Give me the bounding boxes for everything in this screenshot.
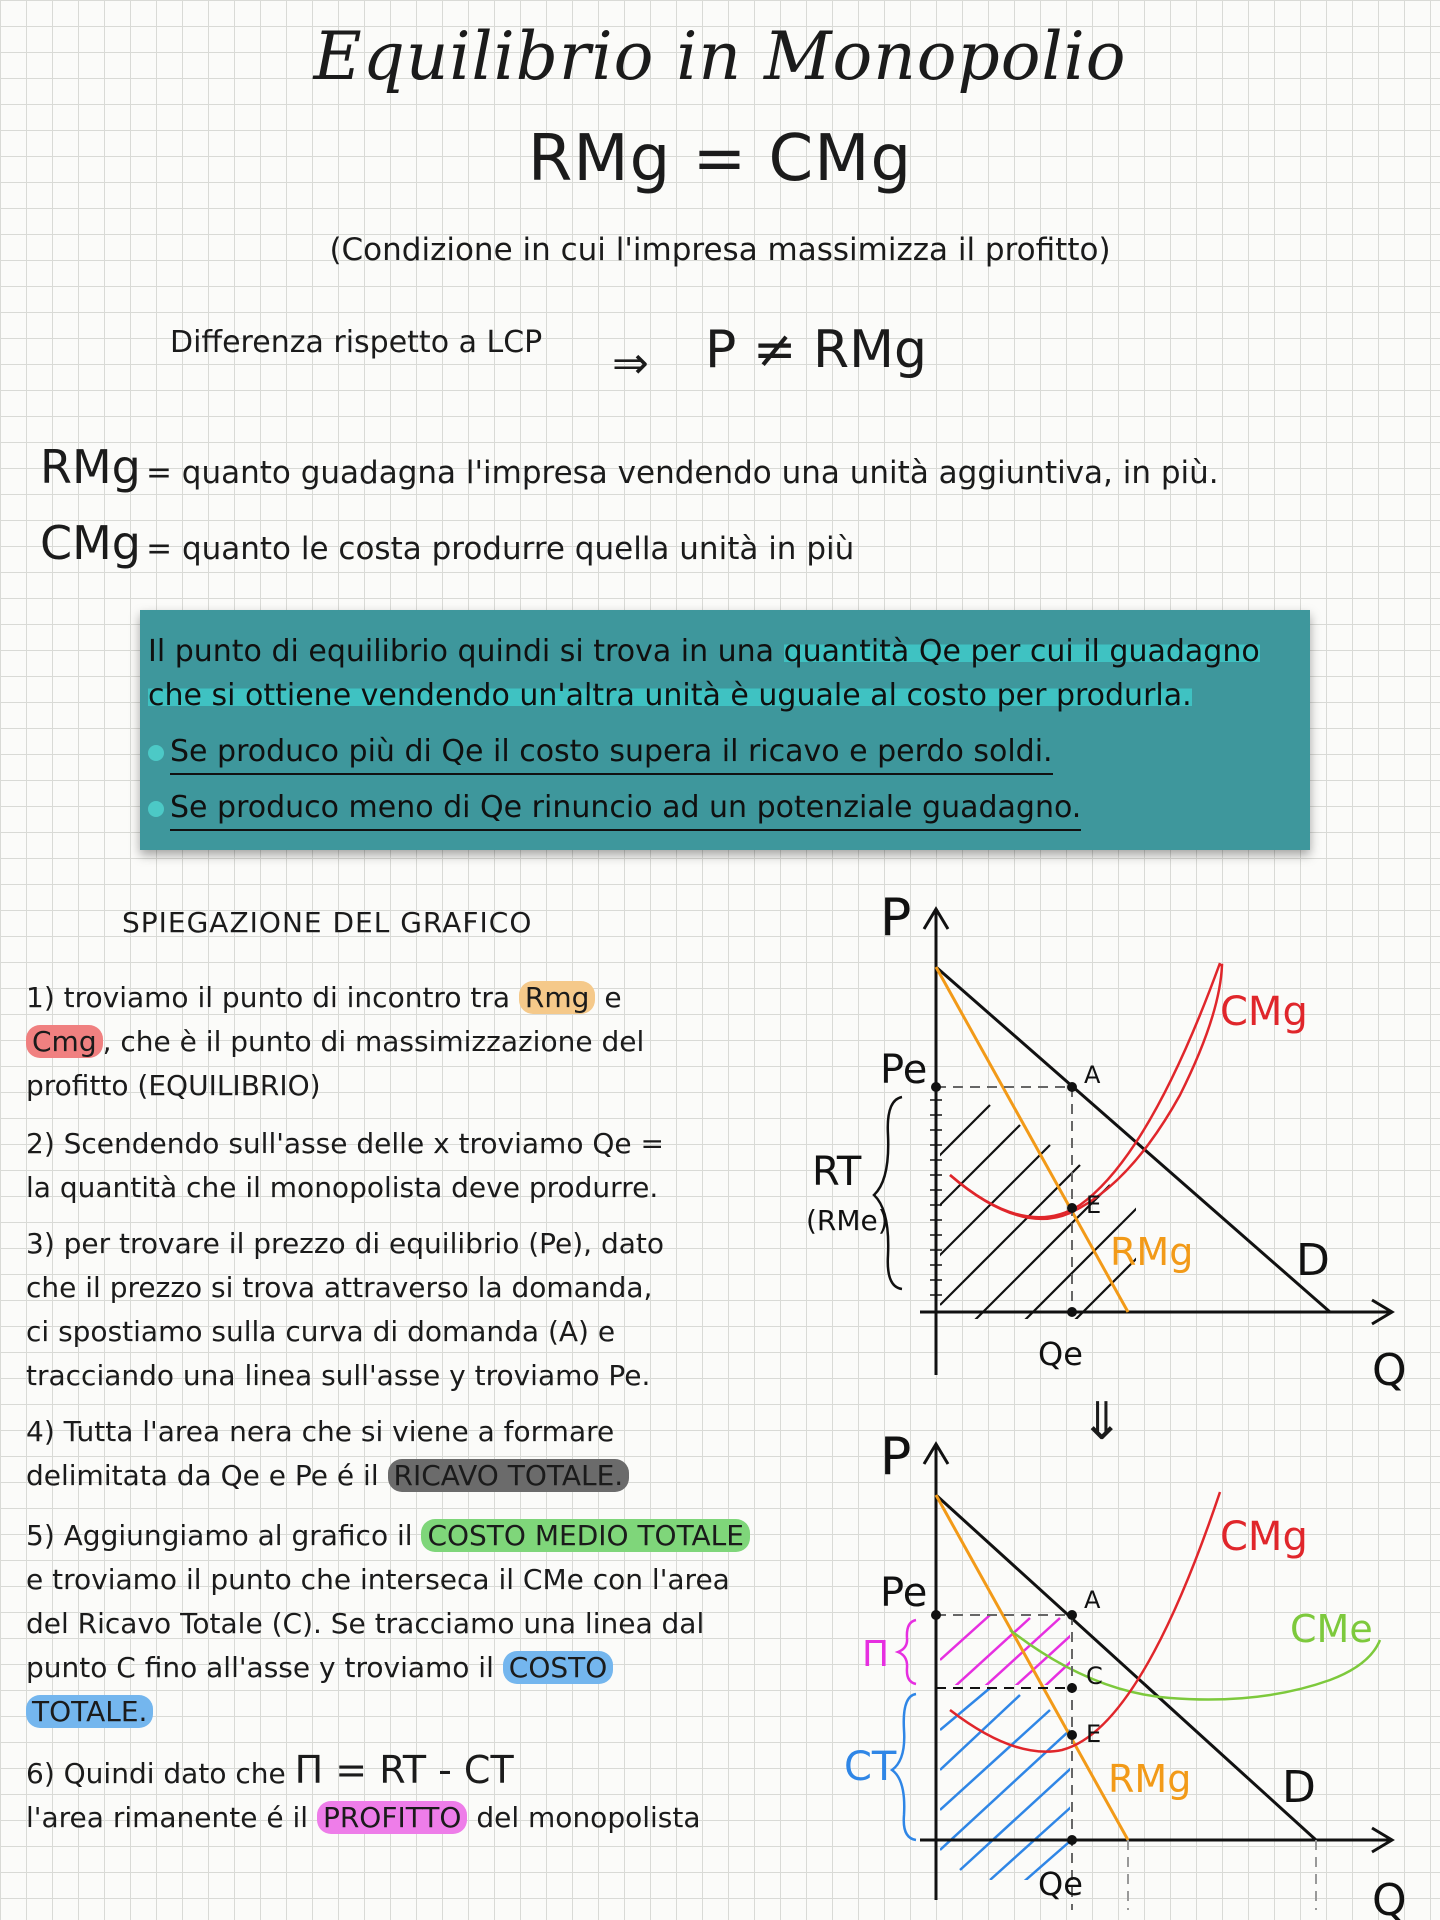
cmg-label: CMg — [1220, 1514, 1308, 1560]
callout-text: Il punto di equilibrio quindi si trova in una — [148, 634, 784, 669]
step-5-line-2: e troviamo il punto che interseca il CMe con l'area — [26, 1563, 730, 1596]
rmg-label: RMg — [1110, 1230, 1194, 1274]
rmg-label: RMg — [1108, 1757, 1192, 1801]
cmg-highlight: Cmg — [26, 1025, 103, 1058]
profit-label: Π — [862, 1634, 890, 1675]
definition-rmg — [40, 440, 1219, 494]
point-e-label: E — [1086, 1191, 1102, 1219]
definition-text: = quanto le costa produrre quella unità in più — [146, 531, 855, 567]
step-4-line-1: 4) Tutta l'area nera che si viene a formare — [26, 1415, 615, 1448]
rmg-curve — [936, 967, 1128, 1312]
point-c — [1067, 1683, 1077, 1693]
step-text: e — [595, 981, 622, 1014]
implies-arrow-icon: ⇒ — [612, 338, 649, 389]
demand-label: D — [1282, 1762, 1316, 1813]
cost-hatch — [940, 1688, 1100, 1885]
callout-highlight: che si ottiene vendendo un'altra unità è uguale al costo per produrla. — [148, 678, 1192, 713]
profit-formula: Π = RT - CT — [294, 1748, 514, 1792]
rt-label: RT — [812, 1149, 862, 1195]
callout-line-1 — [148, 634, 1260, 669]
callout-line-2 — [148, 678, 1192, 713]
step-3-line-4: tracciando una linea sull'asse y troviamo Pe. — [26, 1359, 651, 1392]
axis-y-label: P — [880, 1430, 912, 1487]
step-2-line-2: la quantità che il monopolista deve produrre. — [26, 1171, 659, 1204]
point-e — [1067, 1730, 1077, 1740]
axis-x-label: Q — [1372, 1345, 1407, 1396]
monopoly-graph-2 — [790, 1430, 1430, 1920]
step-text: 6) Quindi dato che — [26, 1757, 295, 1790]
profit-highlight: PROFITTO — [317, 1801, 468, 1834]
step-1-line-2 — [26, 1020, 644, 1064]
step-text: punto C fino all'asse y troviamo il — [26, 1651, 503, 1684]
point-a-label: A — [1084, 1061, 1101, 1089]
step-text: del monopolista — [467, 1801, 701, 1834]
difference-formula: P ≠ RMg — [705, 320, 927, 380]
step-1-line-3: profitto (EQUILIBRIO) — [26, 1069, 321, 1102]
step-5-line-5 — [26, 1690, 153, 1734]
pe-label: Pe — [880, 1570, 928, 1616]
step-4-line-2 — [26, 1454, 629, 1498]
point-e — [1067, 1203, 1077, 1213]
profit-brace — [898, 1620, 916, 1684]
total-revenue-hatch — [920, 1105, 1150, 1345]
total-cost-highlight: TOTALE. — [26, 1695, 153, 1728]
total-cost-highlight: COSTO — [503, 1651, 614, 1684]
step-6-line-1 — [26, 1748, 514, 1796]
step-text: delimitata da Qe e Pe é il — [26, 1459, 388, 1492]
step-text: , che è il punto di massimizzazione del — [102, 1025, 645, 1058]
pe-point — [931, 1082, 941, 1092]
bullet-icon — [148, 745, 164, 761]
pe-label: Pe — [880, 1047, 928, 1093]
point-a-label: A — [1084, 1586, 1101, 1614]
step-2-line-1: 2) Scendendo sull'asse delle x troviamo Qe = — [26, 1127, 664, 1160]
callout-bullet-2 — [148, 790, 1081, 825]
point-a — [1067, 1610, 1077, 1620]
step-3-line-2: che il prezzo si trova attraverso la domanda, — [26, 1271, 653, 1304]
step-text: l'area rimanente é il — [26, 1801, 317, 1834]
rmg-highlight: Rmg — [519, 981, 596, 1014]
point-e-label: E — [1086, 1720, 1102, 1748]
rme-label: (RMe) — [806, 1204, 889, 1237]
condition-subtitle: (Condizione in cui l'impresa massimizza il profitto) — [329, 232, 1111, 268]
cmg-curve — [950, 1492, 1220, 1752]
step-3-line-3: ci spostiamo sulla curva di domanda (A) e — [26, 1315, 616, 1348]
qe-label: Qe — [1038, 1335, 1083, 1373]
average-cost-highlight: COSTO MEDIO TOTALE — [421, 1519, 750, 1552]
total-revenue-highlight: RICAVO TOTALE. — [388, 1459, 630, 1492]
pe-point — [931, 1610, 941, 1620]
step-5-line-4 — [26, 1646, 613, 1690]
cmg-label: CMg — [1220, 989, 1308, 1035]
step-text: 5) Aggiungiamo al grafico il — [26, 1519, 422, 1552]
definition-cmg — [40, 516, 854, 570]
qe-point — [1067, 1835, 1077, 1845]
step-5-line-3: del Ricavo Totale (C). Se tracciamo una linea dal — [26, 1607, 705, 1640]
bullet-text: Se produco meno di Qe rinuncio ad un potenziale guadagno. — [170, 790, 1081, 831]
rt-brace — [874, 1097, 902, 1289]
difference-label: Differenza rispetto a LCP — [170, 325, 543, 360]
cme-label: CMe — [1290, 1607, 1373, 1651]
qe-label: Qe — [1038, 1865, 1083, 1903]
step-1-line-1 — [26, 976, 622, 1020]
step-text: 1) troviamo il punto di incontro tra — [26, 981, 519, 1014]
point-a — [1067, 1082, 1077, 1092]
equilibrium-formula: RMg = CMg — [527, 122, 913, 196]
down-arrow-icon: ⇓ — [1080, 1392, 1124, 1452]
definition-term: CMg — [40, 516, 142, 570]
axis-y-label: P — [880, 895, 912, 948]
monopoly-graph-1 — [790, 895, 1430, 1400]
cost-label: CT — [844, 1744, 897, 1790]
step-3-line-1: 3) per trovare il prezzo di equilibrio (Pe), dato — [26, 1227, 665, 1260]
qe-point — [1067, 1307, 1077, 1317]
definition-text: = quanto guadagna l'impresa vendendo una unità aggiuntiva, in più. — [145, 455, 1219, 491]
definition-term: RMg — [40, 440, 141, 494]
demand-label: D — [1296, 1235, 1330, 1286]
section-title: SPIEGAZIONE DEL GRAFICO — [122, 906, 533, 939]
callout-highlight: quantità Qe per cui il guadagno — [783, 634, 1260, 669]
bullet-icon — [148, 801, 164, 817]
page-title: Equilibrio in Monopolio — [313, 18, 1127, 95]
step-5-line-1 — [26, 1514, 750, 1558]
callout-bullet-1 — [148, 734, 1053, 769]
step-6-line-2 — [26, 1796, 701, 1840]
equilibrium-callout — [140, 610, 1310, 850]
axis-x-label: Q — [1372, 1875, 1407, 1920]
bullet-text: Se produco più di Qe il costo supera il ricavo e perdo soldi. — [170, 734, 1053, 775]
point-c-label: C — [1086, 1662, 1103, 1690]
